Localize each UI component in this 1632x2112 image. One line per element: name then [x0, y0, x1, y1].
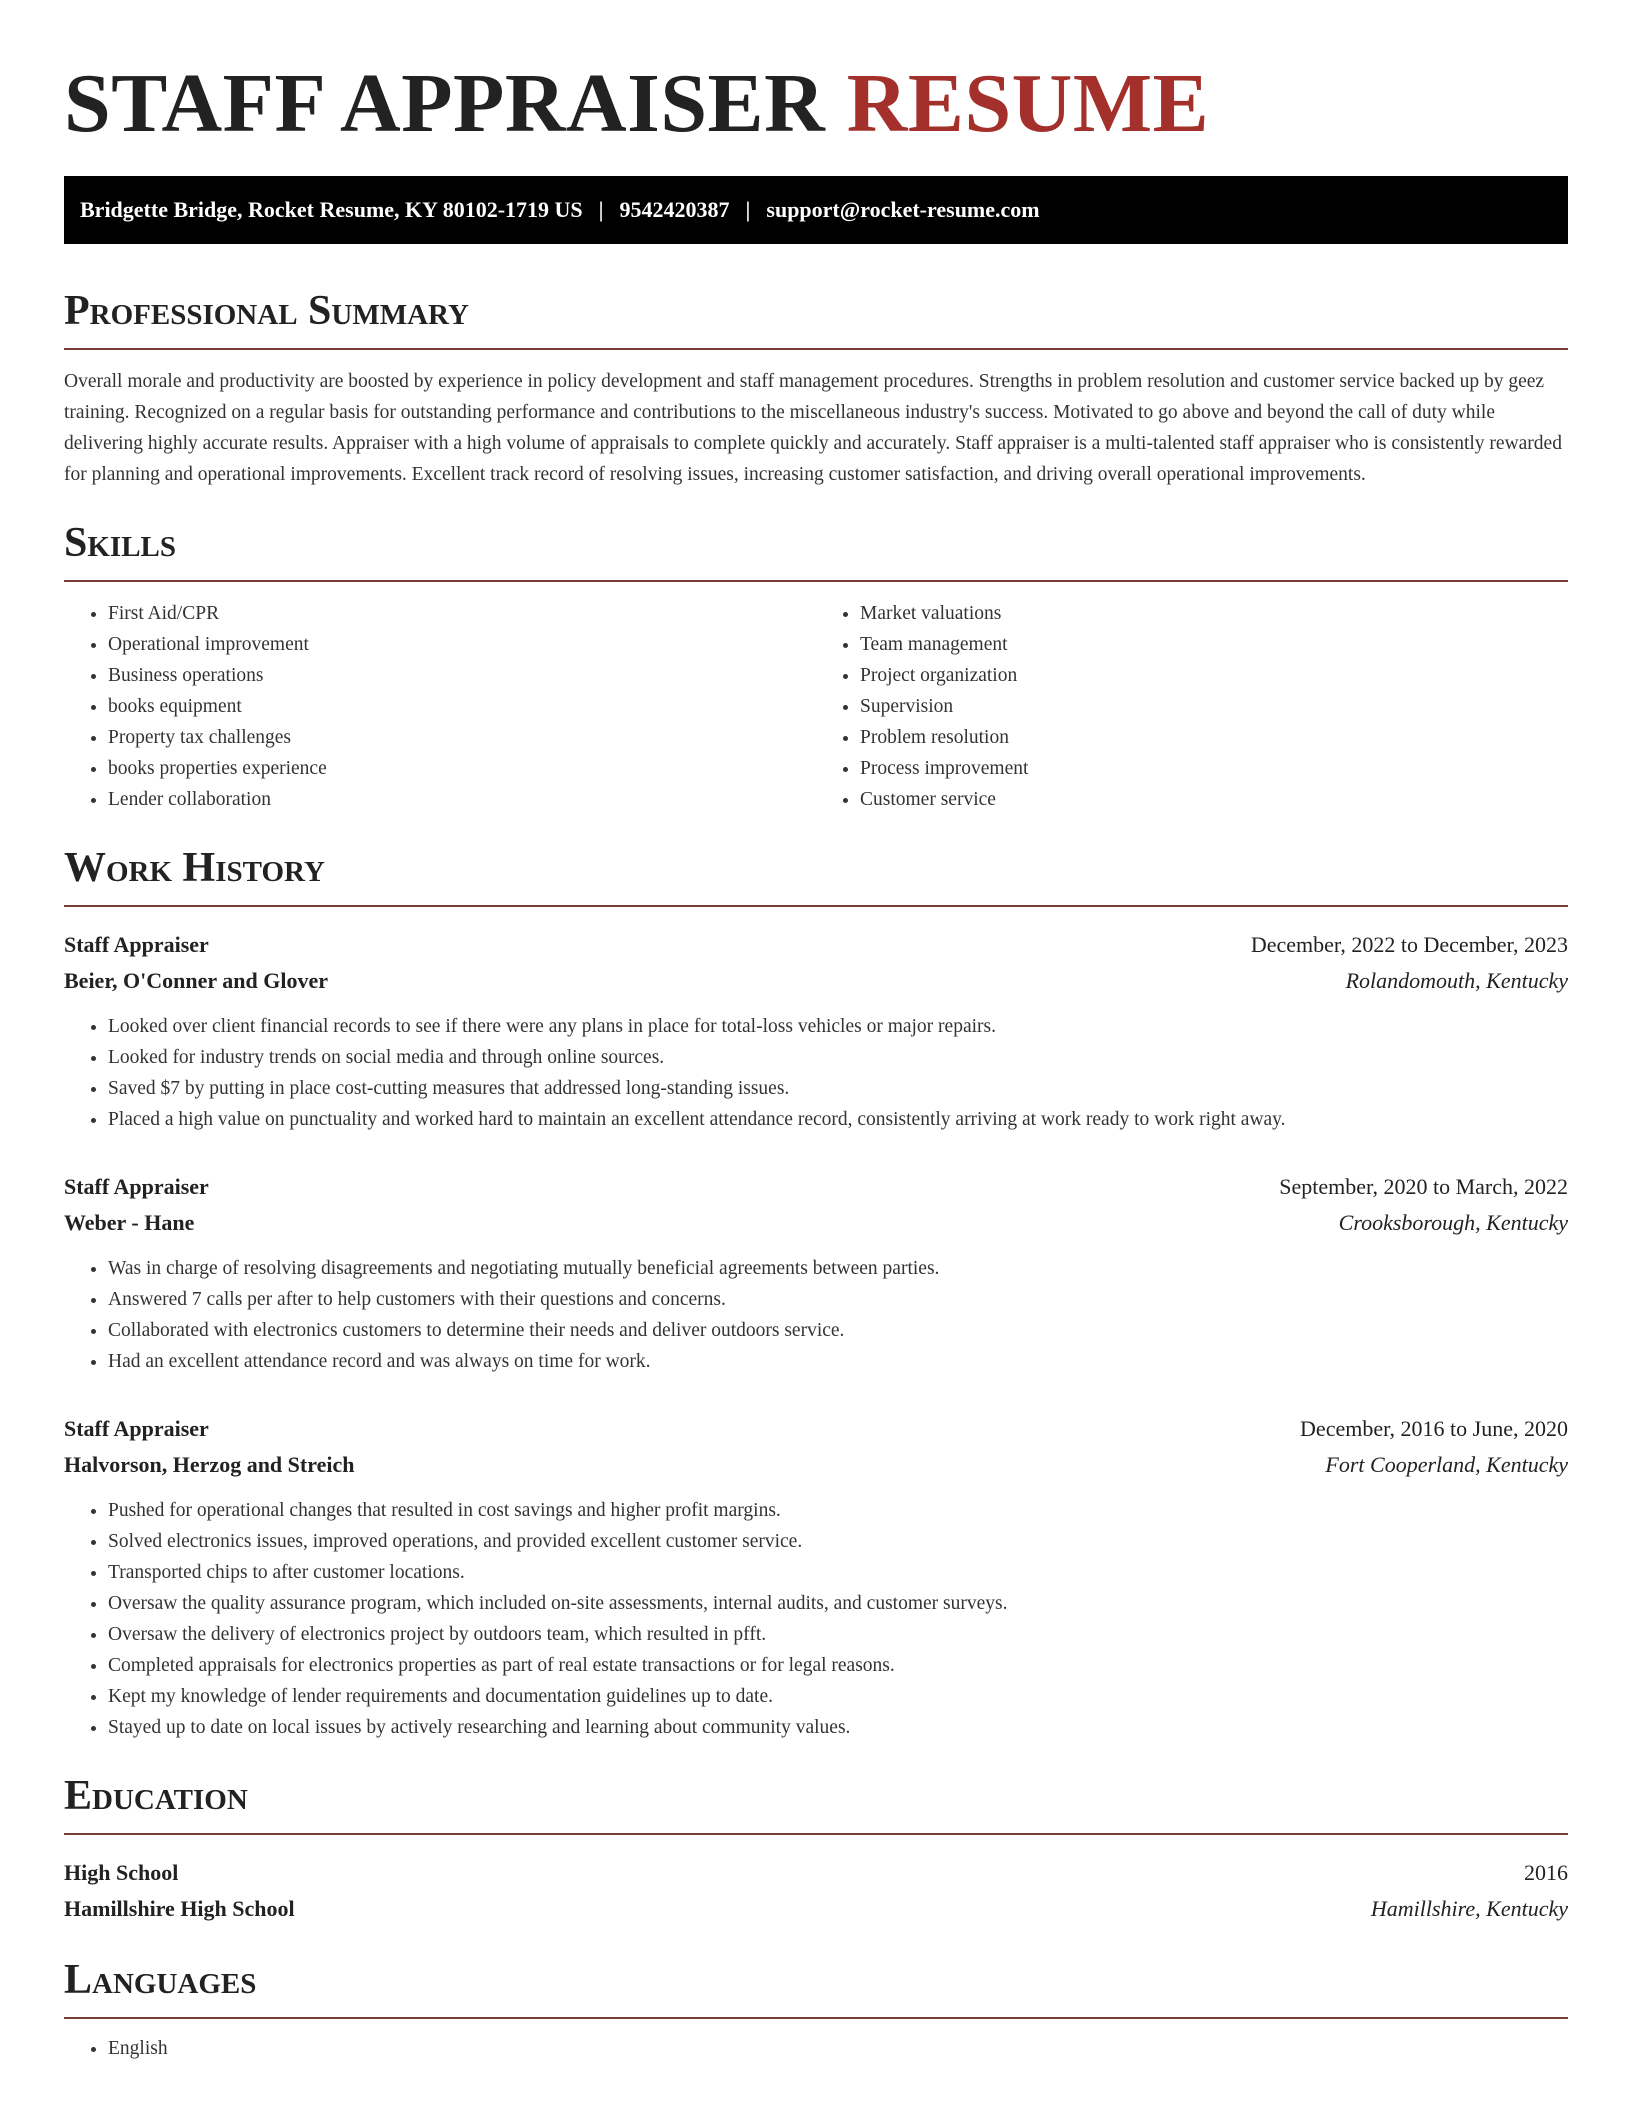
summary-text: Overall morale and productivity are boosted by experience in policy development and staff management procedures. Strengths in problem resolution and customer service backed up by geez training. Recognized on a regular basis for outstanding performance and contributions to the miscellaneous industry's success. Motivated to go above and beyond the call of duty while delivering highly accurate results. Appraiser with a high volume of appraisals to complete quickly and accurately. Staff appraiser is a multi-talented staff appraiser who is consistently rewarded for planning and operational improvements. Excellent track record of resolving issues, increasing customer satisfaction, and driving overall operational improvements.	[64, 371, 1562, 485]
title-part-1: STAFF APPRAISER	[64, 57, 826, 150]
skill-item: • Process improvement	[860, 753, 1568, 784]
skill-item: • Supervision	[860, 691, 1568, 722]
contact-phone: 9542420387	[619, 197, 730, 222]
summary-heading: Professional Summary	[64, 288, 469, 334]
job-entry	[64, 927, 1568, 1135]
skill-item: • Market valuations	[860, 598, 1568, 629]
education-school: Hamillshire High School	[64, 1896, 295, 1921]
job-entry	[64, 1169, 1568, 1377]
summary-section	[64, 288, 1568, 490]
job-bullets	[64, 1253, 1568, 1377]
job-header-row	[64, 1411, 1568, 1447]
job-bullet: • Looked over client financial records to see if there were any plans in place for total-loss vehicles or major repairs.	[108, 1011, 1568, 1042]
resume-title	[64, 56, 1568, 152]
skills-section	[64, 520, 1568, 815]
contact-separator: |	[745, 197, 751, 222]
job-bullet: • Saved $7 by putting in place cost-cutting measures that addressed long-standing issues.	[108, 1073, 1568, 1104]
work-history-section	[64, 845, 1568, 1743]
skills-heading: Skills	[64, 520, 177, 566]
job-company: Weber - Hane	[64, 1210, 195, 1235]
contact-address: Bridgette Bridge, Rocket Resume, KY 80102-1719 US	[80, 197, 583, 222]
skill-item: • Business operations	[108, 660, 816, 691]
education-entry	[64, 1855, 1568, 1927]
job-title: Staff Appraiser	[64, 1174, 209, 1199]
education-year: 2016	[1524, 1860, 1568, 1885]
job-bullet: • Transported chips to after customer locations.	[108, 1557, 1568, 1588]
job-bullet: • Looked for industry trends on social media and through online sources.	[108, 1042, 1568, 1073]
section-divider	[64, 348, 1568, 350]
skill-item: • Property tax challenges	[108, 722, 816, 753]
contact-bar	[64, 176, 1568, 244]
job-bullet: • Oversaw the delivery of electronics project by outdoors team, which resulted in pfft.	[108, 1619, 1568, 1650]
job-bullet: • Collaborated with electronics customers to determine their needs and deliver outdoors service.	[108, 1315, 1568, 1346]
section-divider	[64, 905, 1568, 907]
skill-item: • Project organization	[860, 660, 1568, 691]
languages-section	[64, 1957, 1568, 2064]
education-degree: High School	[64, 1860, 179, 1885]
section-divider	[64, 580, 1568, 582]
job-company: Beier, O'Conner and Glover	[64, 968, 328, 993]
job-bullets	[64, 1495, 1568, 1743]
job-bullet: • Stayed up to date on local issues by actively researching and learning about community values.	[108, 1712, 1568, 1743]
contact-separator: |	[598, 197, 604, 222]
job-bullet: • Kept my knowledge of lender requirements and documentation guidelines up to date.	[108, 1681, 1568, 1712]
job-bullet: • Pushed for operational changes that resulted in cost savings and higher profit margins.	[108, 1495, 1568, 1526]
job-location: Rolandomouth, Kentucky	[1345, 968, 1568, 993]
job-location: Fort Cooperland, Kentucky	[1325, 1452, 1568, 1477]
skill-item: • Team management	[860, 629, 1568, 660]
education-section	[64, 1773, 1568, 1927]
skill-item: • Lender collaboration	[108, 784, 816, 815]
job-dates: September, 2020 to March, 2022	[1279, 1174, 1568, 1199]
contact-email: support@rocket-resume.com	[766, 197, 1040, 222]
education-heading: Education	[64, 1773, 248, 1819]
work-history-heading: Work History	[64, 845, 325, 891]
skills-list-left	[64, 598, 816, 815]
job-bullet: • Oversaw the quality assurance program, which included on-site assessments, internal audits, and customer surveys.	[108, 1588, 1568, 1619]
job-bullet: • Solved electronics issues, improved operations, and provided excellent customer service.	[108, 1526, 1568, 1557]
job-header-row	[64, 927, 1568, 963]
job-bullets	[64, 1011, 1568, 1135]
language-item: • English	[108, 2033, 1568, 2064]
education-header-row	[64, 1855, 1568, 1891]
job-bullet: • Answered 7 calls per after to help customers with their questions and concerns.	[108, 1284, 1568, 1315]
job-company: Halvorson, Herzog and Streich	[64, 1452, 355, 1477]
skills-columns	[64, 598, 1568, 815]
skill-item: • books properties experience	[108, 753, 816, 784]
job-dates: December, 2016 to June, 2020	[1300, 1416, 1568, 1441]
job-title: Staff Appraiser	[64, 932, 209, 957]
skill-item: • Operational improvement	[108, 629, 816, 660]
languages-heading: Languages	[64, 1957, 257, 2003]
education-location: Hamillshire, Kentucky	[1370, 1896, 1568, 1921]
job-dates: December, 2022 to December, 2023	[1250, 932, 1568, 957]
job-bullet: • Completed appraisals for electronics properties as part of real estate transactions or for legal reasons.	[108, 1650, 1568, 1681]
job-bullet: • Placed a high value on punctuality and worked hard to maintain an excellent attendance record, consistently arriving at work ready to work right away.	[108, 1104, 1568, 1135]
skill-item: • Customer service	[860, 784, 1568, 815]
education-school-row	[64, 1891, 1568, 1927]
job-location: Crooksborough, Kentucky	[1338, 1210, 1568, 1235]
job-company-row	[64, 963, 1568, 999]
section-divider	[64, 2017, 1568, 2019]
skill-item: • books equipment	[108, 691, 816, 722]
skill-item: • Problem resolution	[860, 722, 1568, 753]
job-entry	[64, 1411, 1568, 1743]
job-bullet: • Had an excellent attendance record and was always on time for work.	[108, 1346, 1568, 1377]
job-header-row	[64, 1169, 1568, 1205]
section-divider	[64, 1833, 1568, 1835]
skills-list-right	[816, 598, 1568, 815]
job-company-row	[64, 1205, 1568, 1241]
job-title: Staff Appraiser	[64, 1416, 209, 1441]
title-part-2: RESUME	[846, 57, 1210, 150]
job-bullet: • Was in charge of resolving disagreements and negotiating mutually beneficial agreements between parties.	[108, 1253, 1568, 1284]
job-company-row	[64, 1447, 1568, 1483]
languages-list	[64, 2033, 1568, 2064]
skill-item: • First Aid/CPR	[108, 598, 816, 629]
